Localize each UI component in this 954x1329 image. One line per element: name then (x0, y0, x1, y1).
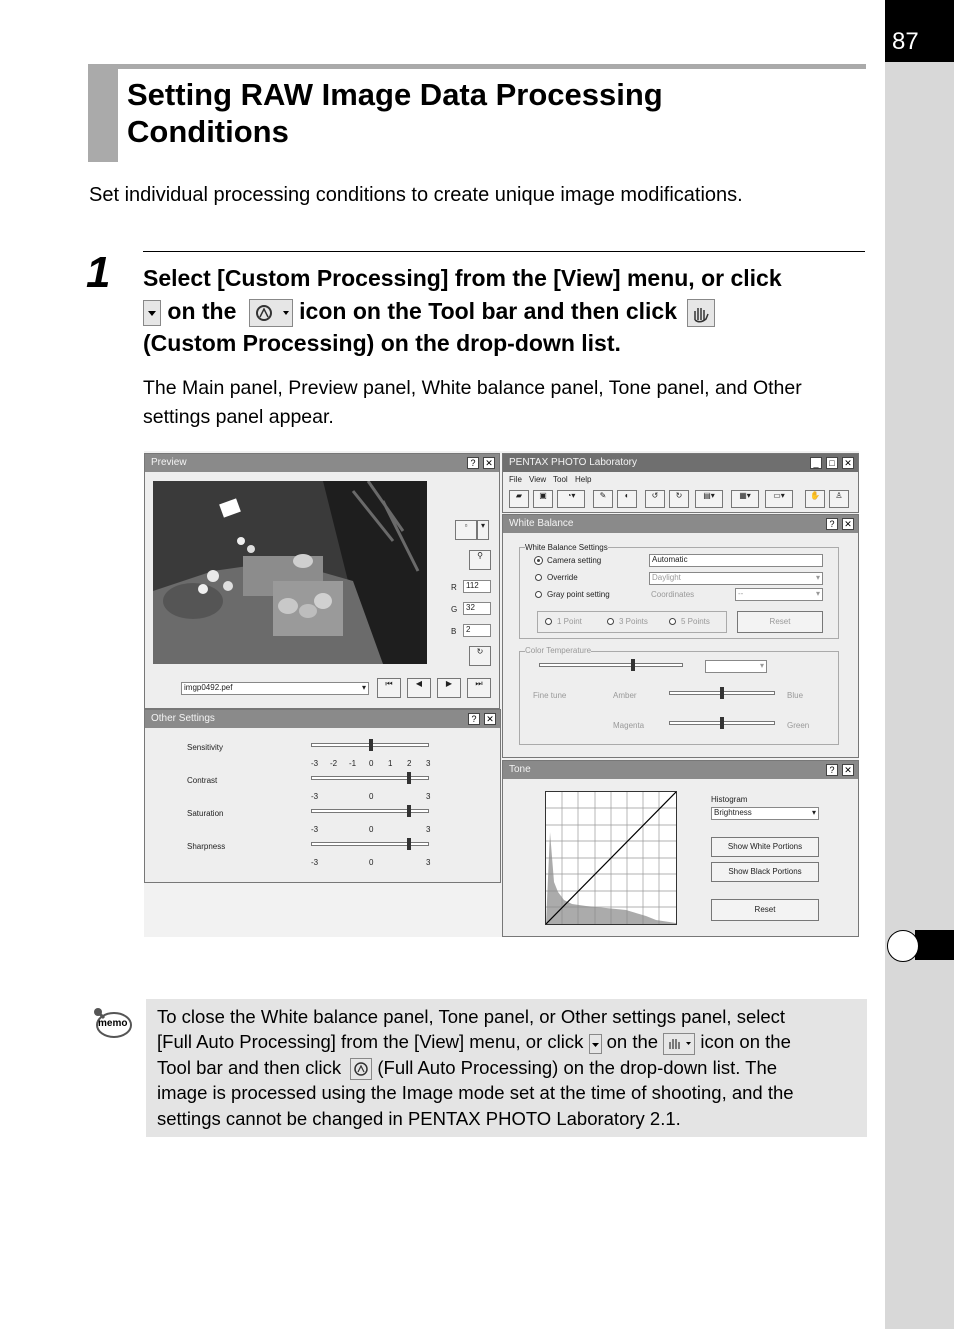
saturation-thumb[interactable] (407, 805, 411, 817)
help-icon[interactable]: ? (468, 713, 480, 725)
processing-mode-icon[interactable]: ◔▾ (557, 490, 585, 508)
open-icon[interactable]: ▰ (509, 490, 529, 508)
filename-select[interactable] (181, 682, 369, 695)
three-points-radio[interactable] (607, 618, 614, 625)
memo-icon (92, 1006, 132, 1040)
show-black-portions-button[interactable]: Show Black Portions (711, 862, 819, 882)
memo-line-2-c: icon on the (700, 1031, 791, 1053)
page-title (127, 76, 847, 150)
first-image-icon[interactable]: ⏮ (377, 678, 401, 698)
green-label: Green (787, 721, 810, 730)
heading-side-bar (88, 64, 118, 162)
main-panel (502, 453, 859, 513)
saturation-slider[interactable] (311, 809, 429, 813)
sens-tick-4: 0 (369, 759, 374, 768)
step-line-2-a: on the (167, 298, 237, 324)
chevron-down-icon: ▾ (815, 573, 820, 582)
chapter-tab (915, 930, 954, 960)
sensitivity-thumb[interactable] (369, 739, 373, 751)
histogram-select[interactable] (711, 807, 819, 820)
view-mode-button[interactable]: ▫ (455, 520, 477, 540)
memo-line-2-b: on the (606, 1031, 659, 1053)
close-icon[interactable]: ✕ (842, 518, 854, 530)
previous-image-icon[interactable]: ◀ (407, 678, 431, 698)
saturation-mid: 0 (369, 825, 374, 834)
sharpness-mid: 0 (369, 858, 374, 867)
contrast-min: -3 (311, 792, 319, 801)
sens-tick-1: -3 (311, 759, 319, 768)
memo-line-2 (157, 1029, 859, 1054)
contrast-mid: 0 (369, 792, 374, 801)
view-icon[interactable]: ▭▾ (765, 490, 793, 508)
hand-processing-icon (687, 299, 715, 327)
step-line-1: Select [Custom Processing] from the [View] menu, or click (143, 265, 782, 291)
intro-text: Set individual processing conditions to create unique image modifications. (89, 184, 743, 206)
one-point-label: 1 Point (557, 617, 582, 626)
memo-line-1: To close the White balance panel, Tone panel, or Other settings panel, select (157, 1006, 786, 1027)
contrast-max: 3 (426, 792, 431, 801)
sens-tick-3: -1 (349, 759, 357, 768)
toolbar (507, 488, 855, 510)
preview-title: Preview (151, 457, 187, 468)
main-title-bar (503, 454, 858, 472)
sharpness-label: Sharpness (187, 842, 226, 851)
color-temp-thumb[interactable] (631, 659, 635, 671)
fine-tune-label: Fine tune (533, 691, 567, 700)
sens-tick-6: 2 (407, 759, 412, 768)
b-label: B (451, 627, 457, 636)
step-number: 1 (86, 248, 111, 297)
white-balance-title-bar (503, 515, 858, 533)
batch-icon[interactable]: ✎ (593, 490, 613, 508)
maximize-icon[interactable]: □ (826, 457, 838, 469)
software-screenshot (144, 451, 859, 937)
close-icon[interactable]: ✕ (483, 457, 495, 469)
five-points-label: 5 Points (681, 617, 710, 626)
amber-label: Amber (613, 691, 637, 700)
hand-dropdown-icon (663, 1033, 695, 1055)
tone-reset-button[interactable]: Reset (711, 899, 819, 921)
r-value: 112 (463, 580, 491, 593)
preview-title-bar (145, 454, 499, 472)
show-white-portions-button[interactable]: Show White Portions (711, 837, 819, 857)
help-icon[interactable]: ? (826, 518, 838, 530)
person-icon[interactable]: ♙ (829, 490, 849, 508)
histogram-label: Histogram (711, 795, 748, 804)
override-label: Override (547, 573, 578, 582)
contrast-slider[interactable] (311, 776, 429, 780)
tone-panel (502, 760, 859, 937)
override-value: Daylight (652, 573, 681, 582)
sharpness-min: -3 (311, 858, 319, 867)
camera-setting-label: Camera setting (547, 556, 602, 565)
chevron-down-icon[interactable]: ▾ (477, 520, 489, 540)
g-value: 32 (463, 602, 491, 615)
color-temp-select[interactable] (705, 660, 767, 673)
menu-view[interactable]: View (529, 475, 547, 484)
filename-value: imgp0492.pef (184, 683, 233, 692)
step-line-2 (143, 295, 715, 327)
memo-line-4: image is processed using the Image mode set at the time of shooting, and the (157, 1082, 794, 1104)
step-line-2-b: icon on the Tool bar and then click (299, 298, 677, 324)
menu-tool[interactable]: Tool (553, 475, 568, 484)
saturation-label: Saturation (187, 809, 224, 818)
three-points-label: 3 Points (619, 617, 648, 626)
main-title: PENTAX PHOTO Laboratory (509, 457, 638, 468)
other-settings-panel (144, 709, 501, 883)
close-icon[interactable]: ✕ (842, 457, 854, 469)
sharpness-max: 3 (426, 858, 431, 867)
white-balance-panel (502, 514, 859, 758)
sens-tick-5: 1 (388, 759, 393, 768)
menu-file[interactable]: File (509, 475, 522, 484)
tone-title: Tone (509, 764, 531, 775)
tone-title-bar (503, 761, 858, 779)
color-temp-label: Color Temperature (525, 646, 592, 655)
chevron-down-icon: ▾ (361, 683, 366, 692)
layout-icon[interactable]: ▤▾ (695, 490, 723, 508)
amber-blue-thumb[interactable] (720, 687, 724, 699)
save-icon[interactable]: ▣ (533, 490, 553, 508)
preview-image (153, 481, 427, 664)
other-settings-title: Other Settings (151, 713, 215, 724)
chapter-tab-circle (887, 930, 919, 962)
close-icon[interactable]: ✕ (484, 713, 496, 725)
last-image-icon[interactable]: ⏭ (467, 678, 491, 698)
page-number: 87 (892, 28, 919, 55)
chevron-down-icon: ▾ (811, 808, 816, 817)
gray-point-radio[interactable] (535, 591, 542, 598)
sens-tick-2: -2 (330, 759, 338, 768)
other-settings-title-bar (145, 710, 500, 728)
memo-line-3-a: Tool bar and then click (157, 1056, 342, 1078)
magenta-green-thumb[interactable] (720, 717, 724, 729)
custom-processing-toolbar-icon (249, 299, 293, 327)
help-icon[interactable]: ? (467, 457, 479, 469)
gray-point-label: Gray point setting (547, 590, 610, 599)
next-image-icon[interactable]: ▶ (437, 678, 461, 698)
sensitivity-label: Sensitivity (187, 743, 224, 752)
side-tab-strip (885, 0, 954, 1329)
memo-line-3-b: (Full Auto Processing) on the drop-down list. The (377, 1056, 778, 1078)
zoom-icon[interactable]: ⚲ (469, 550, 491, 570)
five-points-radio[interactable] (669, 618, 676, 625)
full-auto-processing-icon (350, 1058, 372, 1080)
saturation-min: -3 (311, 825, 319, 834)
tool-icon[interactable]: ✋ (805, 490, 825, 508)
menu-help[interactable]: Help (575, 475, 592, 484)
dropdown-arrow-icon (143, 300, 161, 326)
magenta-label: Magenta (613, 721, 645, 730)
sharpness-slider[interactable] (311, 842, 429, 846)
preview-panel (144, 453, 500, 709)
camera-setting-value: Automatic (649, 554, 823, 567)
contrast-thumb[interactable] (407, 772, 411, 784)
memo-line-2-a: [Full Auto Processing] from the [View] menu, or click (157, 1031, 584, 1053)
white-balance-title: White Balance (509, 518, 574, 529)
step-divider (143, 251, 865, 252)
sens-tick-7: 3 (426, 759, 431, 768)
memo-line-3 (157, 1055, 859, 1080)
override-select[interactable] (649, 572, 823, 585)
title-line-1: Setting RAW Image Data Processing (127, 77, 663, 112)
jpeg-icon[interactable]: ▦▾ (731, 490, 759, 508)
close-icon[interactable]: ✕ (842, 764, 854, 776)
g-label: G (451, 605, 458, 614)
coordinates-value: -- (738, 589, 744, 598)
step-description: The Main panel, Preview panel, White balance panel, Tone panel, and Other settings panel appear. (143, 377, 802, 428)
coordinates-select[interactable] (735, 588, 823, 601)
memo-icon-label: memo (98, 1018, 128, 1029)
color-temp-slider[interactable] (539, 663, 683, 667)
r-label: R (451, 583, 457, 592)
sharpness-thumb[interactable] (407, 838, 411, 850)
coordinates-label: Coordinates (651, 590, 695, 599)
heading-top-bar (88, 64, 866, 69)
rotate-right-icon[interactable]: ↻ (669, 490, 689, 508)
rotate-left-icon[interactable]: ↺ (645, 490, 665, 508)
wb-group-label: White Balance Settings (525, 543, 608, 552)
histogram-value: Brightness (714, 808, 752, 817)
help-icon[interactable]: ? (826, 764, 838, 776)
override-radio[interactable] (535, 574, 542, 581)
memo-line-5: settings cannot be changed in PENTAX PHOTO Laboratory 2.1. (157, 1107, 681, 1129)
auto-icon[interactable]: ◐ (617, 490, 637, 508)
memo-text (157, 1004, 859, 1131)
chevron-down-icon: ▾ (815, 589, 820, 598)
wb-reset-button[interactable]: Reset (737, 611, 823, 633)
chevron-down-icon: ▾ (759, 661, 764, 670)
title-line-2: Conditions (127, 114, 289, 149)
camera-setting-radio[interactable] (535, 557, 542, 564)
dropdown-arrow-icon (589, 1034, 602, 1054)
one-point-radio[interactable] (545, 618, 552, 625)
tone-curve-graph[interactable] (545, 791, 677, 925)
b-value: 2 (463, 624, 491, 637)
minimize-icon[interactable]: _ (810, 457, 822, 469)
refresh-icon[interactable]: ↻ (469, 646, 491, 666)
contrast-label: Contrast (187, 776, 218, 785)
step-line-3: (Custom Processing) on the drop-down list. (143, 330, 621, 356)
saturation-max: 3 (426, 825, 431, 834)
blue-label: Blue (787, 691, 804, 700)
